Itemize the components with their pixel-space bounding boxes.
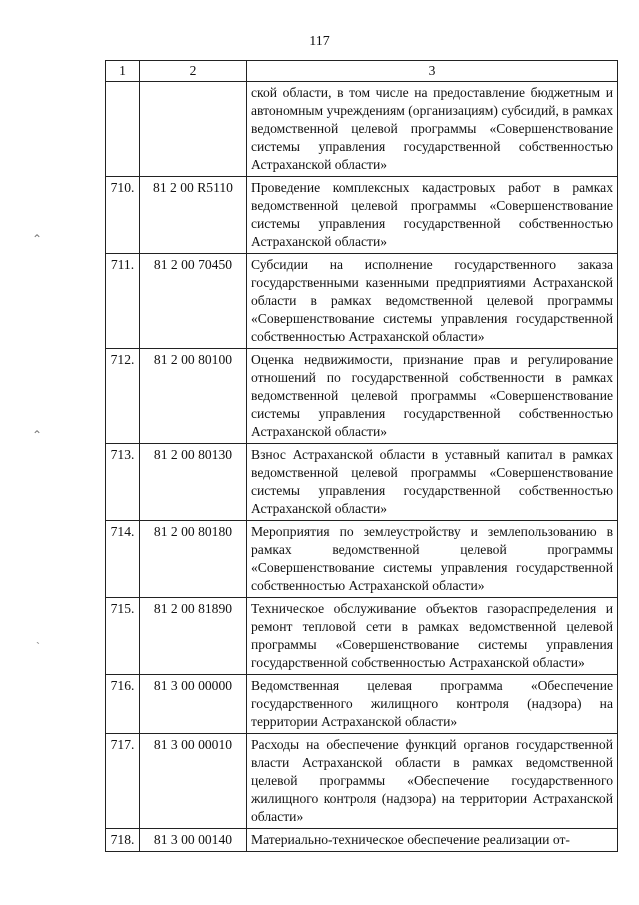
budget-table	[105, 60, 618, 852]
row-number: 710.	[106, 177, 140, 254]
row-code: 81 2 00 80180	[140, 521, 247, 598]
scan-mark: ⌃	[32, 428, 43, 442]
row-description: Мероприятия по землеустройству и землепользованию в рамках ведомственной целевой программы «Совершенствование системы управления государственной собственностью Астраханской области»	[247, 521, 618, 598]
row-number: 718.	[106, 829, 140, 852]
row-number: 717.	[106, 734, 140, 829]
table-row	[106, 349, 618, 444]
table-row	[106, 734, 618, 829]
row-description: Субсидии на исполнение государственного заказа государственными казенными предприятиями Астраханской области в рамках ведомственной целевой программы «Совершенствование системы управления государственной собственностью Астраханской области»	[247, 254, 618, 349]
row-number: 716.	[106, 675, 140, 734]
row-code: 81 3 00 00000	[140, 675, 247, 734]
column-header: 1	[106, 61, 140, 82]
table-row	[106, 444, 618, 521]
table-row	[106, 829, 618, 852]
row-description: Ведомственная целевая программа «Обеспечение государственного жилищного контроля (надзора) на территории Астраханской области»	[247, 675, 618, 734]
row-description: Материально-техническое обеспечение реализации от-	[247, 829, 618, 852]
row-code: 81 3 00 00010	[140, 734, 247, 829]
row-description: Взнос Астраханской области в уставный капитал в рамках ведомственной целевой программы «Совершенствование системы управления государственной собственностью Астраханской области»	[247, 444, 618, 521]
row-number: 714.	[106, 521, 140, 598]
row-description: Проведение комплексных кадастровых работ в рамках ведомственной целевой программы «Совершенствование системы управления государственной собственностью Астраханской области»	[247, 177, 618, 254]
scan-mark: ˴	[36, 634, 40, 648]
row-code: 81 2 00 80100	[140, 349, 247, 444]
row-code: 81 2 00 80130	[140, 444, 247, 521]
page-number: 117	[309, 34, 330, 49]
row-code	[140, 82, 247, 177]
row-number: 713.	[106, 444, 140, 521]
row-number: 712.	[106, 349, 140, 444]
table-header-row	[106, 61, 618, 82]
row-code: 81 3 00 00140	[140, 829, 247, 852]
row-description: Расходы на обеспечение функций органов государственной власти Астраханской области в рамках ведомственной целевой программы «Обеспечение государственного жилищного контроля (надзора) на территории Астраханской области»	[247, 734, 618, 829]
table-row	[106, 82, 618, 177]
column-header: 2	[140, 61, 247, 82]
column-header: 3	[247, 61, 618, 82]
row-number	[106, 82, 140, 177]
row-description: Техническое обслуживание объектов газораспределения и ремонт тепловой сети в рамках ведомственной целевой программы «Совершенствование системы управления государственной собственностью Астраханской области»	[247, 598, 618, 675]
row-number: 715.	[106, 598, 140, 675]
row-code: 81 2 00 R5110	[140, 177, 247, 254]
row-description: ской области, в том числе на предоставление бюджетным и автономным учреждениям (организациям) субсидий, в рамках ведомственной целевой программы «Совершенствование системы управления государственной собственностью Астраханской области»	[247, 82, 618, 177]
row-code: 81 2 00 70450	[140, 254, 247, 349]
table-row	[106, 521, 618, 598]
row-code: 81 2 00 81890	[140, 598, 247, 675]
table-row	[106, 598, 618, 675]
table-row	[106, 254, 618, 349]
scan-mark: ⌃	[32, 232, 43, 246]
table-row	[106, 675, 618, 734]
row-number: 711.	[106, 254, 140, 349]
table-row	[106, 177, 618, 254]
row-description: Оценка недвижимости, признание прав и регулирование отношений по государственной собственности в рамках ведомственной целевой программы «Совершенствование системы управления государственной собственностью Астраханской области»	[247, 349, 618, 444]
